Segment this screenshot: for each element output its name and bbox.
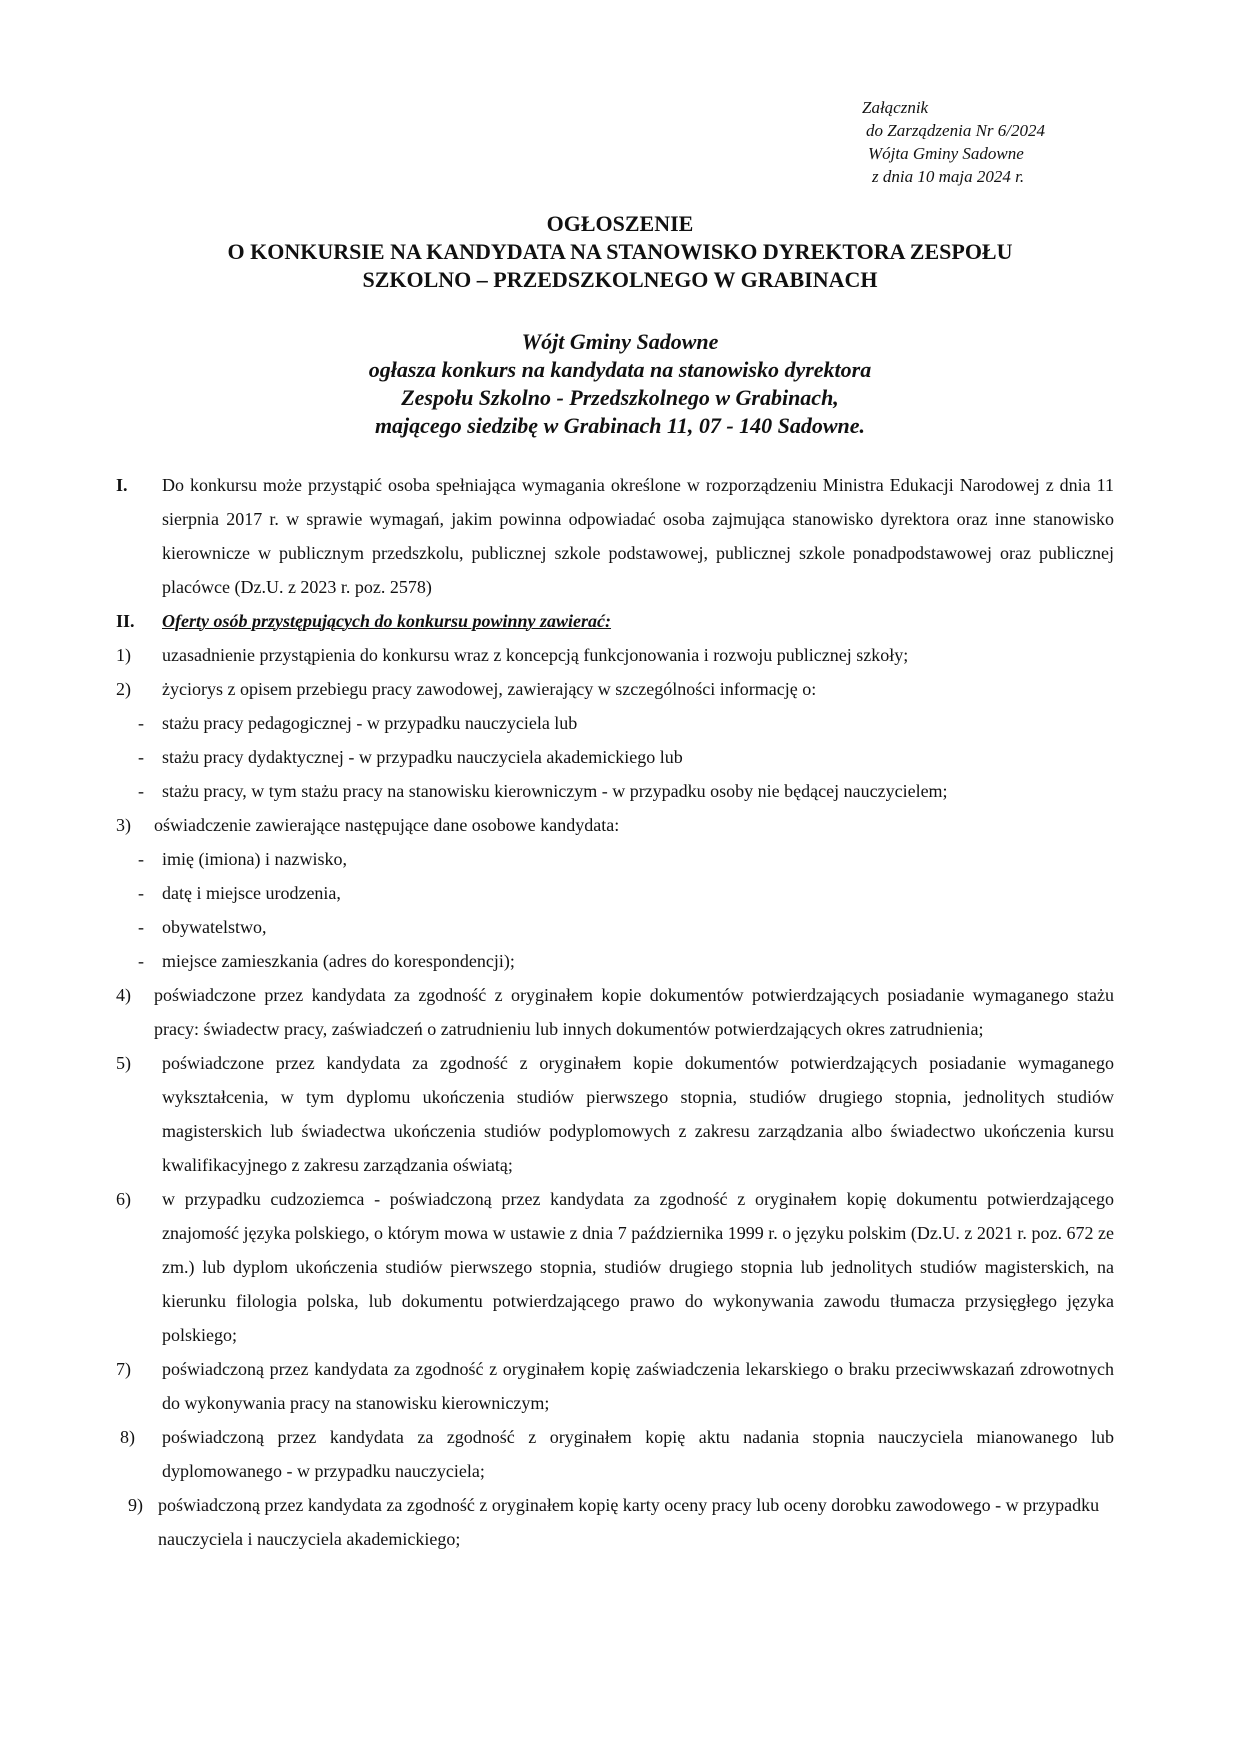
section-number: I. — [116, 475, 128, 495]
dash-bullet: - — [138, 951, 144, 971]
item-text: życiorys z opisem przebiegu pracy zawodowej, zawierający w szczególności informację o: — [162, 679, 817, 699]
document-title — [120, 210, 1120, 294]
item-number: 1) — [116, 645, 131, 665]
sub-item-text: stażu pracy dydaktycznej - w przypadku nauczyciela akademickiego lub — [162, 747, 683, 767]
sub-item-text: miejsce zamieszkania (adres do korespondencji); — [162, 951, 515, 971]
sub-list-item — [116, 774, 1114, 808]
list-item — [116, 1182, 1114, 1352]
item-text: w przypadku cudzoziemca - poświadczoną przez kandydata za zgodność z oryginałem kopię dokumentu potwierdzającego znajomość języka polskiego, o którym mowa w ustawie z dnia 7 października 1999 r. o języku polskim (Dz.U. z 2021 r. poz. 672 ze zm.) lub dyplom ukończenia studiów pierwszego stopnia, studiów drugiego stopnia lub jednolitych studiów magisterskich, na kierunku filologia polska, lub dokumentu potwierdzającego prawo do wykonywania zawodu tłumacza przysięgłego języka polskiego; — [162, 1189, 1114, 1345]
annex-header — [862, 96, 1045, 188]
dash-bullet: - — [138, 781, 144, 801]
dash-bullet: - — [138, 713, 144, 733]
subtitle-line: Wójt Gminy Sadowne — [521, 329, 719, 354]
sub-list-item — [116, 944, 1114, 978]
section-2-heading — [116, 604, 1114, 638]
annex-line: z dnia 10 maja 2024 r. — [872, 167, 1025, 186]
item-number: 9) — [128, 1495, 143, 1515]
title-line: SZKOLNO – PRZEDSZKOLNEGO W GRABINACH — [362, 267, 878, 292]
subtitle-line: mającego siedzibę w Grabinach 11, 07 - 140 Sadowne. — [374, 413, 866, 438]
sub-item-text: stażu pracy, w tym stażu pracy na stanowisku kierowniczym - w przypadku osoby nie będącej nauczycielem; — [162, 781, 948, 801]
sub-list-item — [116, 910, 1114, 944]
item-text: oświadczenie zawierające następujące dane osobowe kandydata: — [154, 815, 620, 835]
section-heading: Oferty osób przystępujących do konkursu powinny zawierać: — [162, 611, 612, 631]
item-number: 4) — [116, 985, 131, 1005]
list-item — [116, 978, 1114, 1046]
sub-list-item — [116, 876, 1114, 910]
item-number: 5) — [116, 1053, 131, 1073]
item-number: 6) — [116, 1189, 131, 1209]
list-item — [116, 1046, 1114, 1182]
item-text: poświadczoną przez kandydata za zgodność z oryginałem kopię aktu nadania stopnia nauczyciela mianowanego lub dyplomowanego - w przypadku nauczyciela; — [162, 1427, 1114, 1481]
list-item — [116, 808, 1114, 842]
item-text: poświadczone przez kandydata za zgodność z oryginałem kopie dokumentów potwierdzających posiadanie wymaganego stażu pracy: świadectw pracy, zaświadczeń o zatrudnieniu lub innych dokumentów potwierdzających okres zatrudnienia; — [154, 985, 1114, 1039]
item-text: poświadczoną przez kandydata za zgodność z oryginałem kopię karty oceny pracy lub oceny dorobku zawodowego - w przypadku nauczyciela i nauczyciela akademickiego; — [158, 1495, 1100, 1549]
sub-item-text: obywatelstwo, — [162, 917, 267, 937]
item-number: 2) — [116, 679, 131, 699]
document-subtitle — [120, 328, 1120, 440]
annex-line: Wójta Gminy Sadowne — [868, 144, 1024, 163]
item-text: poświadczoną przez kandydata za zgodność z oryginałem kopię zaświadczenia lekarskiego o braku przeciwwskazań zdrowotnych do wykonywania pracy na stanowisku kierowniczym; — [162, 1359, 1114, 1413]
sub-item-text: stażu pracy pedagogicznej - w przypadku nauczyciela lub — [162, 713, 578, 733]
section-text: Do konkursu może przystąpić osoba spełniająca wymagania określone w rozporządzeniu Ministra Edukacji Narodowej z dnia 11 sierpnia 2017 r. w sprawie wymagań, jakim powinna odpowiadać osoba zajmująca stanowisko dyrektora oraz inne stanowisko kierownicze w publicznym przedszkolu, publicznej szkole podstawowej, publicznej szkole ponadpodstawowej oraz publicznej placówce (Dz.U. z 2023 r. poz. 2578) — [162, 475, 1114, 597]
sub-list-item — [116, 706, 1114, 740]
title-line: O KONKURSIE NA KANDYDATA NA STANOWISKO DYREKTORA ZESPOŁU — [227, 239, 1013, 264]
list-item — [116, 1420, 1114, 1488]
sub-list-item — [116, 842, 1114, 876]
item-number: 3) — [116, 815, 131, 835]
section-number: II. — [116, 611, 135, 631]
item-text: poświadczone przez kandydata za zgodność z oryginałem kopie dokumentów potwierdzających posiadanie wymaganego wykształcenia, w tym dyplomu ukończenia studiów pierwszego stopnia, studiów drugiego stopnia, jednolitych studiów magisterskich lub świadectwa ukończenia studiów podyplomowych z zakresu zarządzania albo świadectwo ukończenia kursu kwalifikacyjnego z zakresu zarządzania oświatą; — [162, 1053, 1114, 1175]
annex-line: do Zarządzenia Nr 6/2024 — [866, 121, 1045, 140]
item-number: 8) — [120, 1427, 135, 1447]
sub-list-item — [116, 740, 1114, 774]
list-item — [116, 1352, 1114, 1420]
dash-bullet: - — [138, 917, 144, 937]
dash-bullet: - — [138, 849, 144, 869]
title-line: OGŁOSZENIE — [546, 211, 694, 236]
subtitle-line: ogłasza konkurs na kandydata na stanowisko dyrektora — [368, 357, 872, 382]
list-item — [116, 1488, 1114, 1556]
list-item — [116, 672, 1114, 706]
section-1 — [116, 468, 1114, 604]
subtitle-line: Zespołu Szkolno - Przedszkolnego w Grabinach, — [401, 385, 839, 410]
annex-line: Załącznik — [862, 98, 929, 117]
dash-bullet: - — [138, 883, 144, 903]
dash-bullet: - — [138, 747, 144, 767]
sub-item-text: datę i miejsce urodzenia, — [162, 883, 341, 903]
list-item — [116, 638, 1114, 672]
item-text: uzasadnienie przystąpienia do konkursu wraz z koncepcją funkcjonowania i rozwoju publicznej szkoły; — [162, 645, 909, 665]
item-number: 7) — [116, 1359, 131, 1379]
sub-item-text: imię (imiona) i nazwisko, — [162, 849, 347, 869]
document-body — [116, 468, 1114, 1556]
